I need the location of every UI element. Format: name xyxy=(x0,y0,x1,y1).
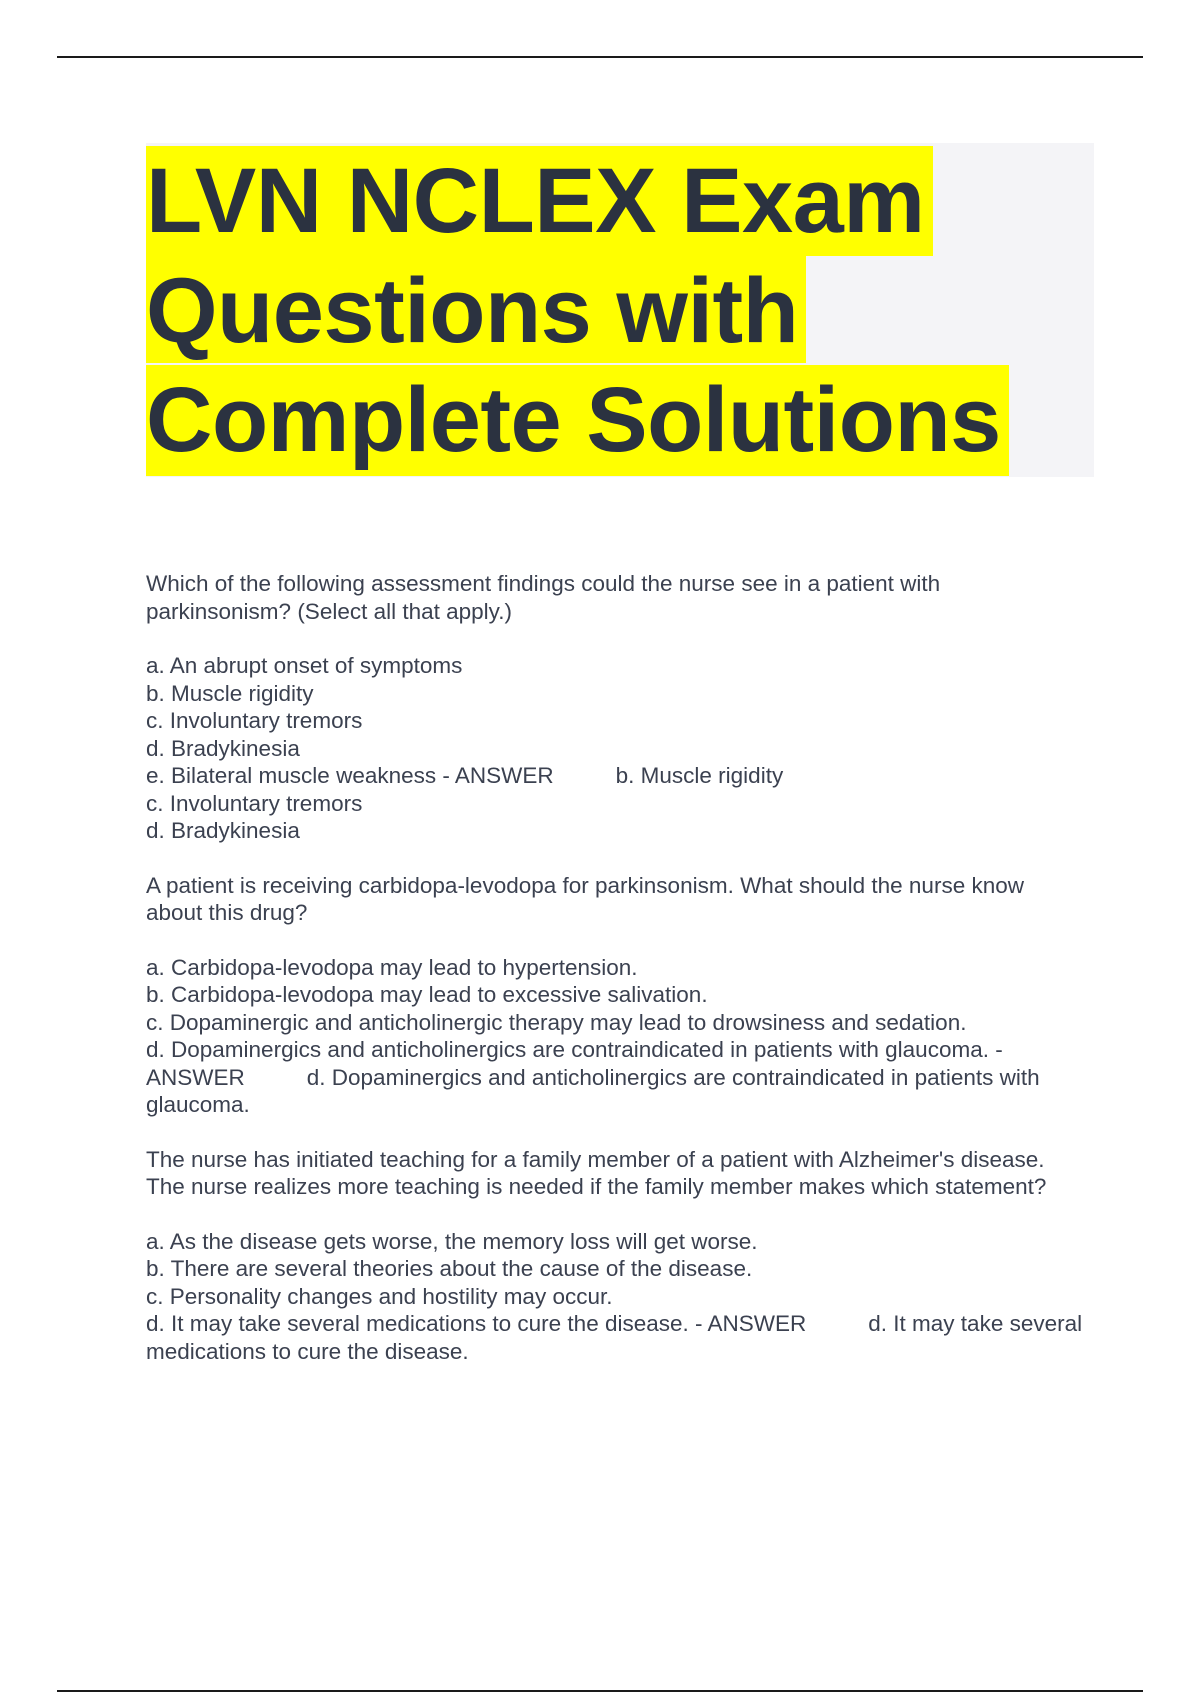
bottom-divider xyxy=(57,1690,1143,1692)
document-title-line-2: Questions with xyxy=(146,256,806,363)
option-item-with-answer xyxy=(146,1310,1086,1365)
option-item-with-answer xyxy=(146,762,1086,790)
answer-item: d. Bradykinesia xyxy=(146,818,300,843)
question-text: The nurse has initiated teaching for a family member of a patient with Alzheimer's disease. The nurse realizes more teaching is needed if the family member makes which statement? xyxy=(146,1146,1047,1199)
option-item: b. Muscle rigidity xyxy=(146,680,314,706)
question-block xyxy=(146,570,1086,845)
answer-text: d. It may take several medications to cure the disease. xyxy=(146,1311,1083,1364)
option-item: a. Carbidopa-levodopa may lead to hypertension. xyxy=(146,954,638,980)
answer-text: d. Dopaminergics and anticholinergics are contraindicated in patients with glaucoma. xyxy=(146,1064,1040,1117)
top-divider xyxy=(57,56,1143,58)
option-item: b. Carbidopa-levodopa may lead to excessive salivation. xyxy=(146,982,708,1007)
answer-text: b. Muscle rigidity xyxy=(615,763,784,788)
question-block xyxy=(146,1146,1086,1366)
option-item: c. Dopaminergic and anticholinergic therapy may lead to drowsiness and sedation. xyxy=(146,1009,967,1035)
question-text: A patient is receiving carbidopa-levodopa for parkinsonism. What should the nurse know about this drug? xyxy=(146,872,1024,925)
option-text: d. Dopaminergics and anticholinergics are contraindicated in patients with glaucoma. - ANSWER xyxy=(146,1037,1003,1090)
question-list xyxy=(146,570,1086,1392)
question-block xyxy=(146,872,1086,1119)
option-item: d. Bradykinesia xyxy=(146,735,300,761)
answer-item: c. Involuntary tremors xyxy=(146,790,363,816)
option-item: c. Personality changes and hostility may occur. xyxy=(146,1283,613,1309)
option-list xyxy=(146,954,1086,1119)
option-list xyxy=(146,1228,1086,1366)
document-title-line-3: Complete Solutions xyxy=(146,365,1009,476)
question-text: Which of the following assessment findings could the nurse see in a patient with parkinsonism? (Select all that apply.) xyxy=(146,571,941,624)
option-item: b. There are several theories about the cause of the disease. xyxy=(146,1256,753,1281)
option-text: d. It may take several medications to cure the disease. - ANSWER xyxy=(146,1311,807,1336)
document-title-line-1: LVN NCLEX Exam xyxy=(146,146,933,256)
option-item: a. As the disease gets worse, the memory loss will get worse. xyxy=(146,1228,758,1254)
option-item: c. Involuntary tremors xyxy=(146,708,363,733)
option-text: e. Bilateral muscle weakness - ANSWER xyxy=(146,763,554,788)
option-list xyxy=(146,652,1086,845)
option-item-with-answer xyxy=(146,1036,1086,1119)
option-item: a. An abrupt onset of symptoms xyxy=(146,653,463,678)
